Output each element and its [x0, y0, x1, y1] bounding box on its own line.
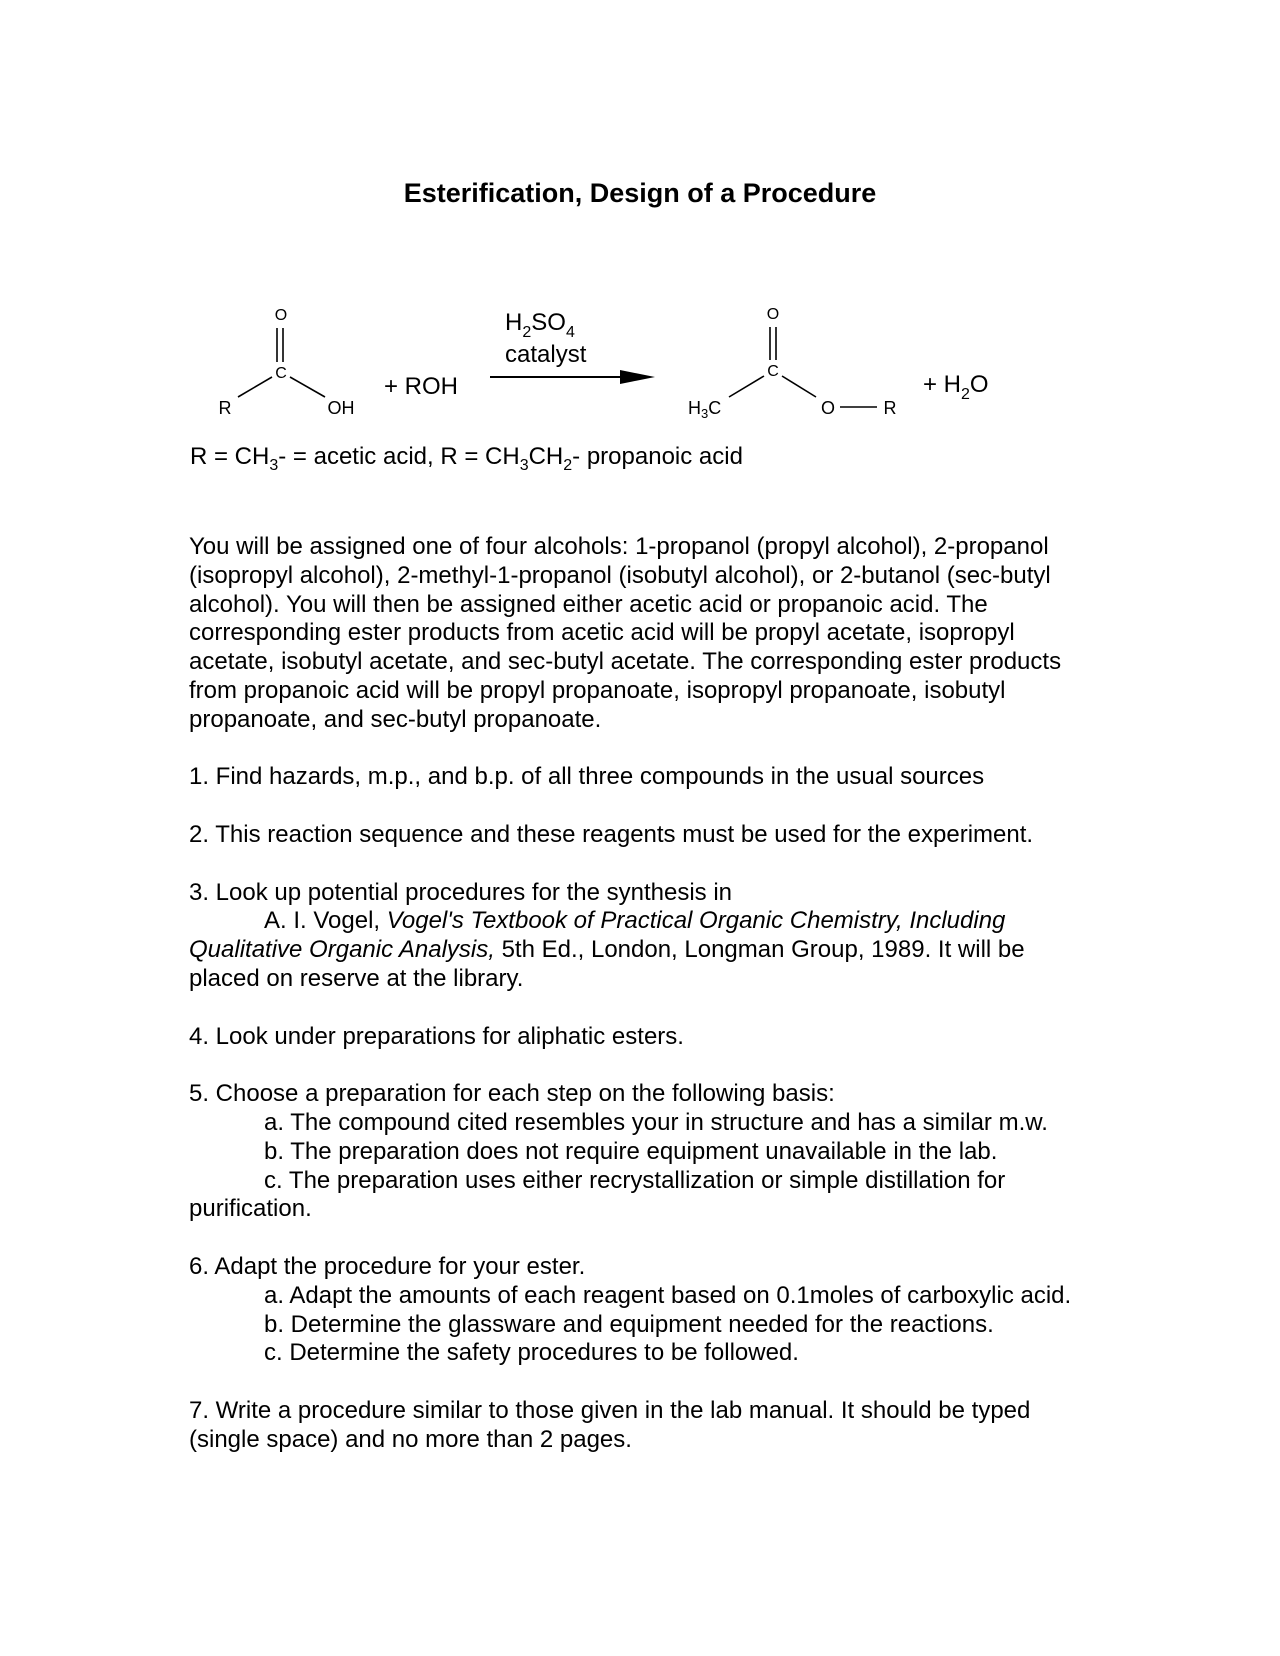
step-5b: b. The preparation does not require equipment unavailable in the lab.: [264, 1137, 998, 1165]
water-prefix: + H: [923, 371, 962, 398]
page-title: Esterification, Design of a Procedure: [403, 178, 877, 208]
instructions: [189, 533, 1089, 1455]
reagent-catalyst-label: catalyst: [505, 341, 587, 368]
methyl-sub-3: 3: [701, 406, 709, 421]
acid-oxygen-label: O: [274, 307, 288, 324]
r-group-definition: $R = CH_3-$ = acetic acid, $R = CH_3CH_2-$ propanoic acid: [190, 443, 743, 474]
step-2: 2. This reaction sequence and these reagents must be used for the experiment.: [189, 820, 1034, 848]
step-6-lead: 6. Adapt the procedure for your ester.: [189, 1252, 586, 1280]
reagent-sub-2: 2: [522, 324, 532, 341]
step-3-reference: [189, 907, 1089, 993]
reaction-scheme: [0, 290, 1280, 440]
ester-o-label: O: [820, 398, 836, 418]
reference-author: A. I. Vogel,: [264, 907, 387, 935]
water-suffix: O: [969, 371, 989, 398]
step-4: 4. Look under preparations for aliphatic esters.: [189, 1022, 684, 1050]
ester-oxygen-label: O: [766, 306, 780, 323]
reference-details: 5th Ed., London, Longman Group, 1989. It will be placed on reserve at the library.: [189, 936, 1025, 992]
reagent-so: SO: [531, 309, 566, 336]
step-6c: c. Determine the safety procedures to be followed.: [264, 1339, 799, 1367]
acid-r-label: R: [218, 398, 232, 418]
ester-carbon-label: C: [767, 363, 779, 380]
ester-r-label: R: [883, 398, 897, 418]
step-1: 1. Find hazards, m.p., and b.p. of all three compounds in the usual sources: [189, 763, 985, 791]
reagent-sub-4: 4: [565, 324, 575, 341]
methyl-h: H: [688, 398, 701, 418]
ester-structure: [688, 306, 897, 421]
carboxylic-acid-structure: [219, 307, 355, 418]
ester-methyl-label: [688, 398, 721, 421]
acid-oh-label: OH: [327, 398, 355, 418]
plus-roh: + ROH: [384, 373, 459, 400]
step-6a: a. Adapt the amounts of each reagent based on 0.1moles of carboxylic acid.: [264, 1281, 1072, 1309]
step-5c: c. The preparation uses either recrystallization or simple distillation for purification.: [189, 1166, 1006, 1223]
step-3-lead: 3. Look up potential procedures for the synthesis in: [189, 878, 732, 906]
plus-water: [923, 371, 989, 403]
step-7: 7. Write a procedure similar to those given in the lab manual. It should be typed (single space) and no more than 2 pages.: [189, 1396, 1031, 1453]
reagent-h: H: [505, 309, 523, 336]
reference-book-title: Vogel's Textbook of Practical Organic Chemistry, Including Qualitative Organic Analysis,: [189, 907, 1006, 964]
step-5-lead: 5. Choose a preparation for each step on the following basis:: [189, 1080, 835, 1108]
reagent-formula: [505, 309, 575, 341]
water-sub-2: 2: [961, 386, 970, 403]
methyl-c: C: [708, 398, 722, 418]
intro-paragraph: You will be assigned one of four alcohols: 1-propanol (propyl alcohol), 2-propanol (isopropyl alcohol), 2-methyl-1-propanol (isobutyl alcohol), or 2-butanol (sec-butyl alcohol). You will then be assigned either acetic acid or propanoic acid. The corresponding ester products from acetic acid will be propyl acetate, isopropyl acetate, isobutyl acetate, and sec-butyl acetate. The corresponding ester products from propanoic acid will be propyl propanoate, isopropyl propanoate, isobutyl propanoate, and sec-butyl propanoate.: [189, 533, 1062, 733]
reaction-arrow: [490, 370, 655, 384]
step-6b: b. Determine the glassware and equipment needed for the reactions.: [264, 1310, 994, 1338]
step-5a: a. The compound cited resembles your in structure and has a similar m.w.: [264, 1108, 1048, 1136]
acid-carbon-label: C: [275, 365, 287, 382]
